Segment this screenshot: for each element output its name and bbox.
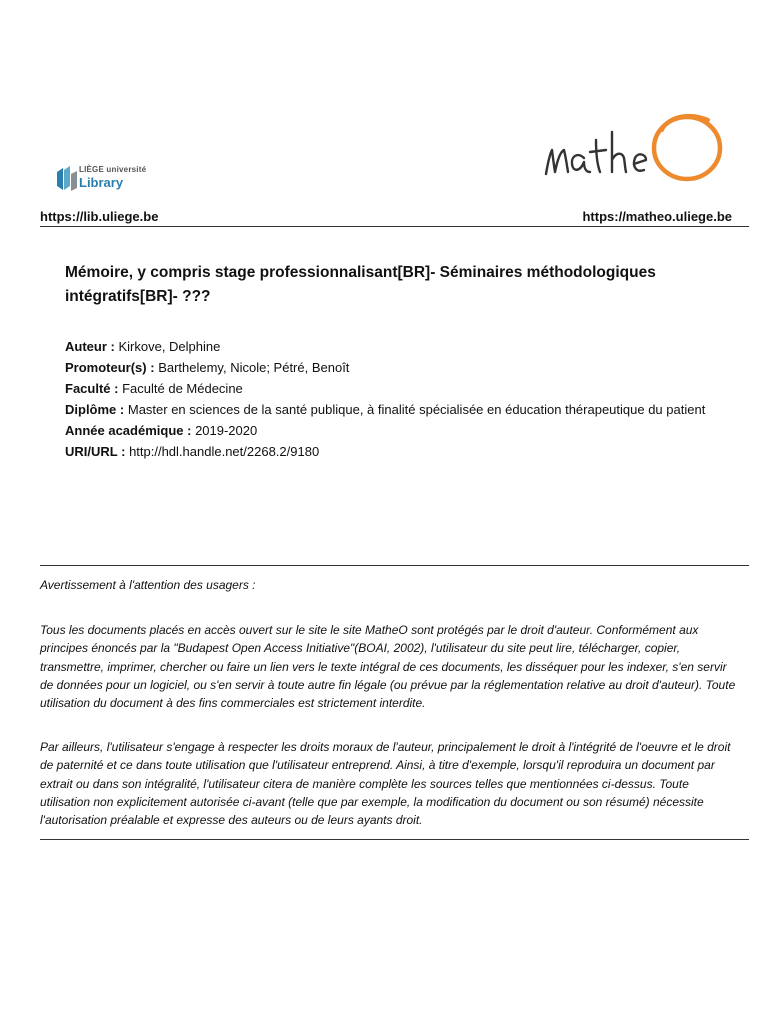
notice-title: Avertissement à l'attention des usagers :: [40, 578, 256, 592]
meta-promoters-value: Barthelemy, Nicole; Pétré, Benoît: [158, 360, 350, 375]
meta-url-value[interactable]: http://hdl.handle.net/2268.2/9180: [129, 444, 320, 459]
notice-bottom-divider: [40, 839, 749, 840]
meta-academic-year-value: 2019-2020: [195, 423, 258, 438]
meta-degree: [65, 399, 715, 420]
document-metadata: [65, 336, 715, 462]
header-divider: [40, 226, 749, 227]
uliege-logo-line1: LIÈGE université: [79, 165, 147, 174]
meta-academic-year: [65, 420, 715, 441]
meta-author-value: Kirkove, Delphine: [118, 339, 221, 354]
meta-faculty-label: Faculté :: [65, 381, 119, 396]
matheo-logo: [540, 110, 730, 190]
notice-paragraph-1: Tous les documents placés en accès ouvert sur le site le site MatheO sont protégés par le droit d'auteur. Conformément aux principes énoncés par la "Budapest Open Access Initiative"(BOAI, 2002), l'utilisateur du site peut lire, télécharger, copier, transmettre, imprimer, chercher ou faire un lien vers le texte intégral de ces documents, les disséquer pour les indexer, s'en servir de données pour un logiciel, ou s'en servir à toute autre fin légale (ou prévue par la réglementation relative au droit d'auteur). Toute utilisation du document à des fins commerciales est strictement interdite.: [40, 623, 736, 711]
meta-author: [65, 336, 715, 357]
matheo-link[interactable]: https://matheo.uliege.be: [582, 209, 732, 224]
meta-promoters: [65, 357, 715, 378]
uliege-library-link[interactable]: https://lib.uliege.be: [40, 209, 159, 224]
meta-degree-label: Diplôme :: [65, 402, 125, 417]
meta-author-label: Auteur :: [65, 339, 115, 354]
uliege-logo-icon: [57, 166, 77, 192]
meta-promoters-label: Promoteur(s) :: [65, 360, 155, 375]
notice-paragraph-2: Par ailleurs, l'utilisateur s'engage à respecter les droits moraux de l'auteur, principalement le droit à l'intégrité de l'oeuvre et le droit de paternité et ce dans toute utilisation que l'utilisateur entreprend. Ainsi, à titre d'exemple, lorsqu'il reproduira un document par extrait ou dans son intégralité, l'utilisateur citera de manière complète les sources telles que mentionnées ci-dessus. Toute utilisation non explicitement autorisée ci-avant (telle que par exemple, la modification du document ou son résumé) nécessite l'autorisation préalable et expresse des auteurs ou de leurs ayants droit.: [40, 740, 731, 828]
meta-degree-value: Master en sciences de la santé publique, à finalité spécialisée en éducation thérapeutique du patient: [127, 402, 706, 417]
meta-url: [65, 441, 715, 462]
notice-top-divider: [40, 565, 749, 566]
matheo-logo-drawing: [540, 110, 730, 190]
uliege-logo-line2: Library: [79, 175, 124, 190]
uliege-library-logo: [57, 162, 167, 194]
meta-faculty-value: Faculté de Médecine: [122, 381, 243, 396]
meta-url-label: URI/URL :: [65, 444, 126, 459]
document-title: Mémoire, y compris stage professionnalisant[BR]- Séminaires méthodologiques intégratifs[BR]- ???: [65, 264, 656, 305]
meta-faculty: [65, 378, 715, 399]
meta-academic-year-label: Année académique :: [65, 423, 192, 438]
